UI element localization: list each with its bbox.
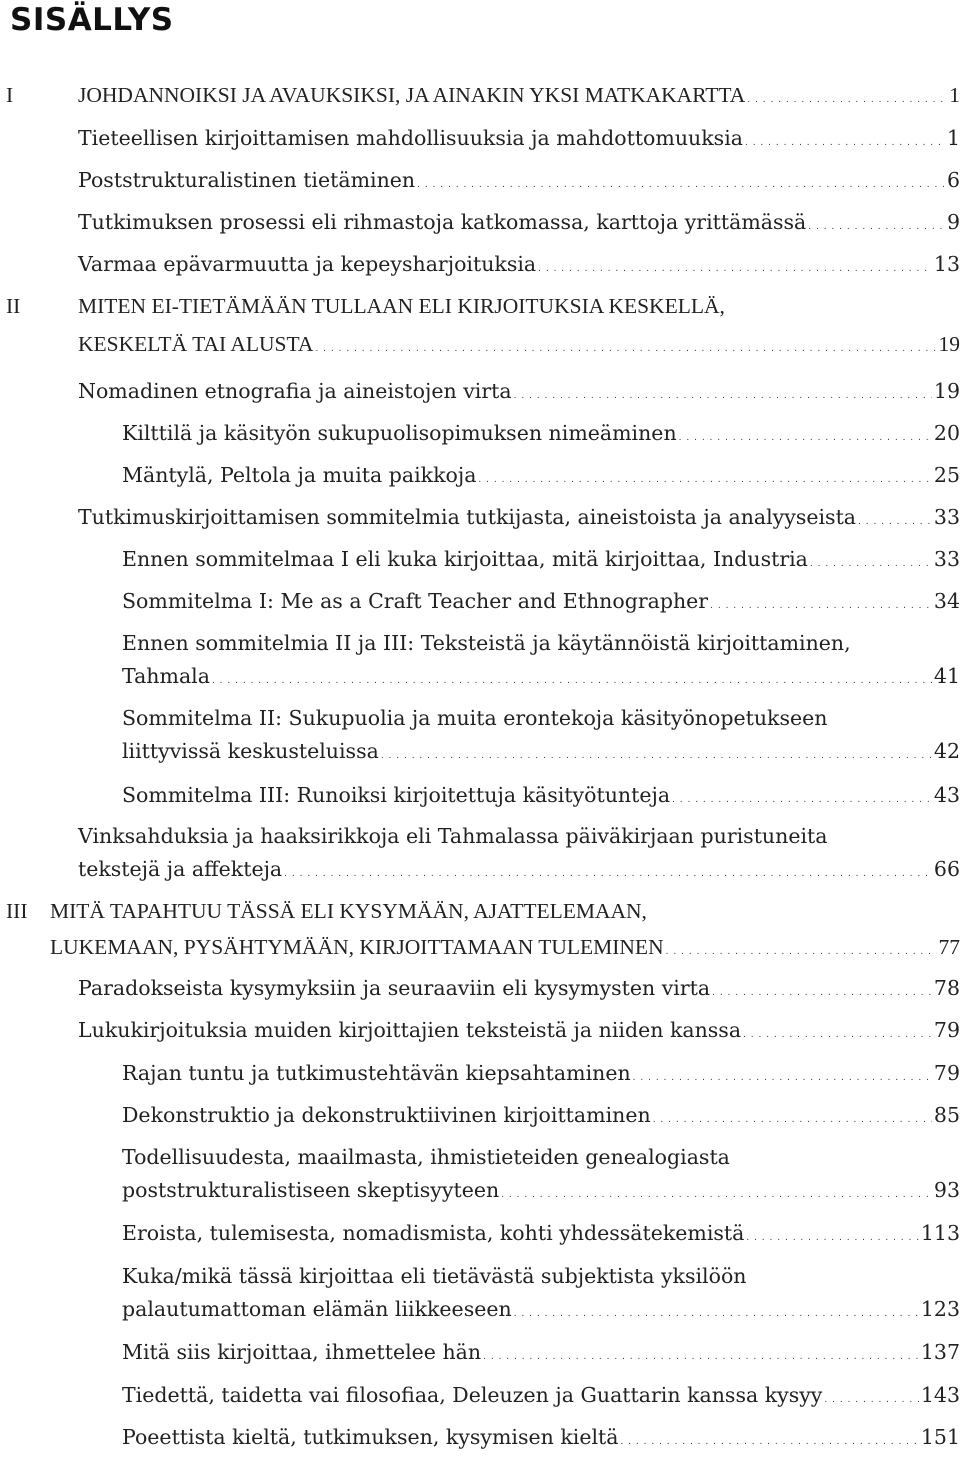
toc-page-number: 143 <box>920 1383 960 1407</box>
toc-entry[interactable] <box>122 543 960 576</box>
toc-entry[interactable] <box>6 895 960 967</box>
toc-entry[interactable] <box>78 375 960 408</box>
toc-dot-leader <box>417 169 945 202</box>
toc-entry[interactable] <box>6 290 960 366</box>
toc-entry-title: Nomadinen etnografia ja aineistojen virta <box>78 379 512 403</box>
toc-page-number: 85 <box>933 1103 960 1127</box>
toc-dot-leader <box>746 1222 919 1255</box>
toc-dot-leader <box>745 127 945 160</box>
toc-entry[interactable] <box>78 248 960 281</box>
toc-entry-title: poststrukturalistiseen skeptisyyteen <box>122 1178 500 1202</box>
toc-page-number: 123 <box>920 1297 960 1321</box>
toc-dot-leader <box>633 1062 932 1095</box>
toc-section-numeral: I <box>6 83 14 107</box>
toc-entry[interactable] <box>122 585 960 618</box>
toc-page-number: 33 <box>933 547 960 571</box>
toc-page-number: 41 <box>933 664 960 688</box>
toc-entry[interactable] <box>122 1379 960 1412</box>
toc-page-number: 43 <box>933 783 960 807</box>
toc-entry-title: Tahmala <box>122 664 210 688</box>
toc-entry[interactable] <box>78 1014 960 1047</box>
toc-dot-leader <box>483 1341 919 1374</box>
toc-entry-title: Kuka/mikä tässä kirjoittaa eli tietävästä subjektista yksilöön <box>122 1264 747 1288</box>
toc-dot-leader <box>743 1019 932 1052</box>
toc-entry[interactable] <box>122 1421 960 1454</box>
toc-entry[interactable] <box>122 459 960 492</box>
toc-page-number: 19 <box>933 379 960 403</box>
toc-page-number: 20 <box>933 421 960 445</box>
toc-entry-title: KESKELTÄ TAI ALUSTA <box>78 332 314 356</box>
toc-entry-title: Kilttilä ja käsityön sukupuolisopimuksen nimeäminen <box>122 421 677 445</box>
toc-entry-title: Ennen sommitelmaa I eli kuka kirjoittaa, mitä kirjoittaa, Industria <box>122 547 808 571</box>
toc-entry[interactable] <box>122 779 960 812</box>
toc-entry-title: Lukukirjoituksia muiden kirjoittajien teksteistä ja niiden kanssa <box>78 1018 742 1042</box>
toc-entry[interactable] <box>122 1336 960 1369</box>
toc-page-number: 1 <box>949 83 960 107</box>
toc-page-number: 13 <box>933 252 960 276</box>
toc-page-number: 137 <box>920 1340 960 1364</box>
toc-dot-leader <box>824 1384 918 1417</box>
toc-dot-leader <box>212 665 932 698</box>
toc-page-number: 42 <box>933 739 960 763</box>
toc-entry[interactable] <box>122 1099 960 1132</box>
toc-entry-title: Mitä siis kirjoittaa, ihmettelee hän <box>122 1340 482 1364</box>
toc-entry-title: Rajan tuntu ja tutkimustehtävän kiepsahtaminen <box>122 1061 631 1085</box>
toc-dot-leader <box>747 84 947 117</box>
toc-section-numeral: III <box>6 899 28 923</box>
toc-dot-leader <box>620 1426 918 1459</box>
toc-entry-title: Todellisuudesta, maailmasta, ihmistieteiden genealogiasta <box>122 1145 730 1169</box>
toc-entry-title: liittyvissä keskusteluissa <box>122 739 379 763</box>
toc-entry[interactable] <box>122 1141 960 1207</box>
toc-entry[interactable] <box>78 122 960 155</box>
toc-entry-title: Dekonstruktio ja dekonstruktiivinen kirjoittaminen <box>122 1103 651 1127</box>
toc-entry[interactable] <box>78 206 960 239</box>
toc-dot-leader <box>315 333 936 366</box>
toc-entry-title: LUKEMAAN, PYSÄHTYMÄÄN, KIRJOITTAMAAN TULEMINEN <box>50 935 664 959</box>
toc-dot-leader <box>679 422 932 455</box>
toc-dot-leader <box>858 506 932 539</box>
toc-page-number: 93 <box>933 1178 960 1202</box>
toc-entry[interactable] <box>122 417 960 450</box>
toc-entry[interactable] <box>6 79 960 112</box>
toc-entry-title: JOHDANNOIKSI JA AVAUKSIKSI, JA AINAKIN YKSI MATKAKARTTA <box>78 83 746 107</box>
toc-entry-title: Poeettista kieltä, tutkimuksen, kysymisen kieltä <box>122 1425 619 1449</box>
toc-page-number: 19 <box>938 332 960 356</box>
toc-entry-title: tekstejä ja affekteja <box>78 857 283 881</box>
toc-page-number: 79 <box>933 1061 960 1085</box>
toc-entry-title: Sommitelma II: Sukupuolia ja muita erontekoja käsityönopetukseen <box>122 706 828 730</box>
toc-entry[interactable] <box>78 820 960 886</box>
toc-entry-title: Tieteellisen kirjoittamisen mahdollisuuksia ja mahdottomuuksia <box>78 126 743 150</box>
toc-entry-title: Eroista, tulemisesta, nomadismista, kohti yhdessätekemistä <box>122 1221 745 1245</box>
toc-dot-leader <box>672 784 932 817</box>
toc-page-number: 151 <box>920 1425 960 1449</box>
toc-page-number: 79 <box>933 1018 960 1042</box>
toc-section-numeral: II <box>6 294 21 318</box>
toc-entry-title: Tutkimuskirjoittamisen sommitelmia tutkijasta, aineistoista ja analyyseista <box>78 505 857 529</box>
toc-page-number: 9 <box>946 210 960 234</box>
toc-dot-leader <box>712 977 932 1010</box>
toc-entry-title: Sommitelma I: Me as a Craft Teacher and Ethnographer <box>122 589 709 613</box>
toc-page-number: 78 <box>933 976 960 1000</box>
toc-dot-leader <box>810 548 932 581</box>
toc-entry[interactable] <box>78 164 960 197</box>
toc-page-number: 6 <box>946 168 960 192</box>
toc-entry-title: Paradokseista kysymyksiin ja seuraaviin eli kysymysten virta <box>78 976 711 1000</box>
toc-page-number: 66 <box>933 857 960 881</box>
toc-entry[interactable] <box>78 972 960 1005</box>
toc-entry-title: Ennen sommitelmia II ja III: Teksteistä ja käytännöistä kirjoittaminen, <box>122 631 851 655</box>
toc-entry-title: Poststrukturalistinen tietäminen <box>78 168 416 192</box>
toc-page-number: 77 <box>938 935 960 959</box>
toc-entry-title: palautumattoman elämän liikkeeseen <box>122 1297 512 1321</box>
toc-dot-leader <box>381 740 932 773</box>
toc-page-number: 34 <box>933 589 960 613</box>
toc-page-number: 25 <box>933 463 960 487</box>
toc-entry-title: Sommitelma III: Runoiksi kirjoitettuja käsityötunteja <box>122 783 671 807</box>
toc-dot-leader <box>538 253 932 286</box>
toc-entry[interactable] <box>122 1217 960 1250</box>
toc-entry-title: Mäntylä, Peltola ja muita paikkoja <box>122 463 477 487</box>
toc-entry-title: MITEN EI-TIETÄMÄÄN TULLAAN ELI KIRJOITUKSIA KESKELLÄ, <box>78 294 725 318</box>
toc-dot-leader <box>478 464 931 497</box>
toc-entry[interactable] <box>78 501 960 534</box>
toc-dot-leader <box>653 1104 932 1137</box>
toc-dot-leader <box>666 936 937 969</box>
toc-dot-leader <box>514 1298 919 1331</box>
toc-entry-title: Vinksahduksia ja haaksirikkoja eli Tahmalassa päiväkirjaan puristuneita <box>78 824 828 848</box>
toc-entry[interactable] <box>122 702 960 768</box>
toc-entry[interactable] <box>122 1057 960 1090</box>
toc-dot-leader <box>501 1179 932 1212</box>
toc-entry-title: MITÄ TAPAHTUU TÄSSÄ ELI KYSYMÄÄN, AJATTELEMAAN, <box>50 899 647 923</box>
toc-dot-leader <box>284 858 932 891</box>
toc-page-number: 33 <box>933 505 960 529</box>
toc-dot-leader <box>710 590 932 623</box>
toc-entry-title: Varmaa epävarmuutta ja kepeysharjoituksia <box>78 252 537 276</box>
toc-dot-leader <box>808 211 945 244</box>
toc-page-number: 113 <box>920 1221 960 1245</box>
toc-entry-title: Tutkimuksen prosessi eli rihmastoja katkomassa, karttoja yrittämässä <box>78 210 807 234</box>
toc-entry[interactable] <box>122 627 960 693</box>
toc-entry[interactable] <box>122 1260 960 1326</box>
page-title: SISÄLLYS <box>10 2 174 38</box>
toc-dot-leader <box>514 380 932 413</box>
toc-entry-title: Tiedettä, taidetta vai filosofiaa, Deleuzen ja Guattarin kanssa kysyy <box>122 1383 823 1407</box>
toc-page-number: 1 <box>946 126 960 150</box>
